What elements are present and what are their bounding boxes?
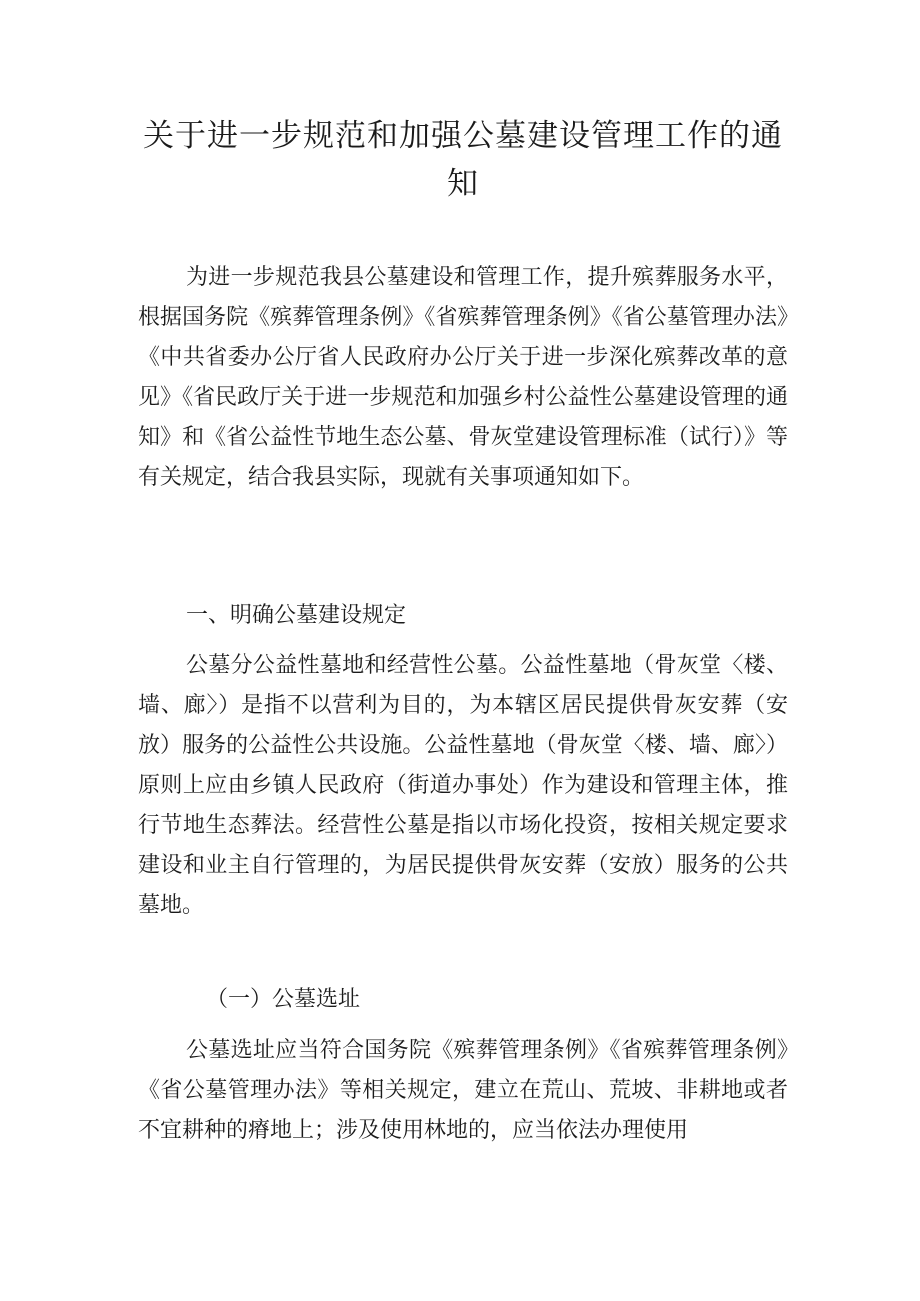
section-1-paragraph: 公墓分公益性墓地和经营性公墓。公益性墓地（骨灰堂〈楼、墙、廊〉）是指不以营利为目的，为本辖区居民提供骨灰安葬（安放）服务的公益性公共设施。公益性墓地（骨灰堂〈楼、墙、廊〉）原则上应由乡镇人民政府（街道办事处）作为建设和管理主体，推行节地生态葬法。经营性公墓是指以市场化投资，按相关规定要求建设和业主自行管理的，为居民提供骨灰安葬（安放）服务的公共墓地。 [138,653,788,918]
subsection-heading-1: （一）公墓选址 [206,987,361,1012]
subsection-1-paragraph: 公墓选址应当符合国务院《殡葬管理条例》《省殡葬管理条例》《省公墓管理办法》等相关规定，建立在荒山、荒坡、非耕地或者不宜耕种的瘠地上；涉及使用林地的，应当依法办理使用 [138,1038,788,1143]
document-title: 关于进一步规范和加强公墓建设管理工作的通知 [143,118,783,202]
intro-paragraph: 为进一步规范我县公墓建设和管理工作，提升殡葬服务水平，根据国务院《殡葬管理条例》《省殡葬管理条例》《省公墓管理办法》《中共省委办公厅省人民政府办公厅关于进一步深化殡葬改革的意见》《省民政厅关于进一步规范和加强乡村公益性公墓建设管理的通知》和《省公益性节地生态公墓、骨灰堂建设管理标准（试行）》等有关规定，结合我县实际，现就有关事项通知如下。 [138,265,788,490]
section-heading-1: 一、明确公墓建设规定 [186,603,407,628]
